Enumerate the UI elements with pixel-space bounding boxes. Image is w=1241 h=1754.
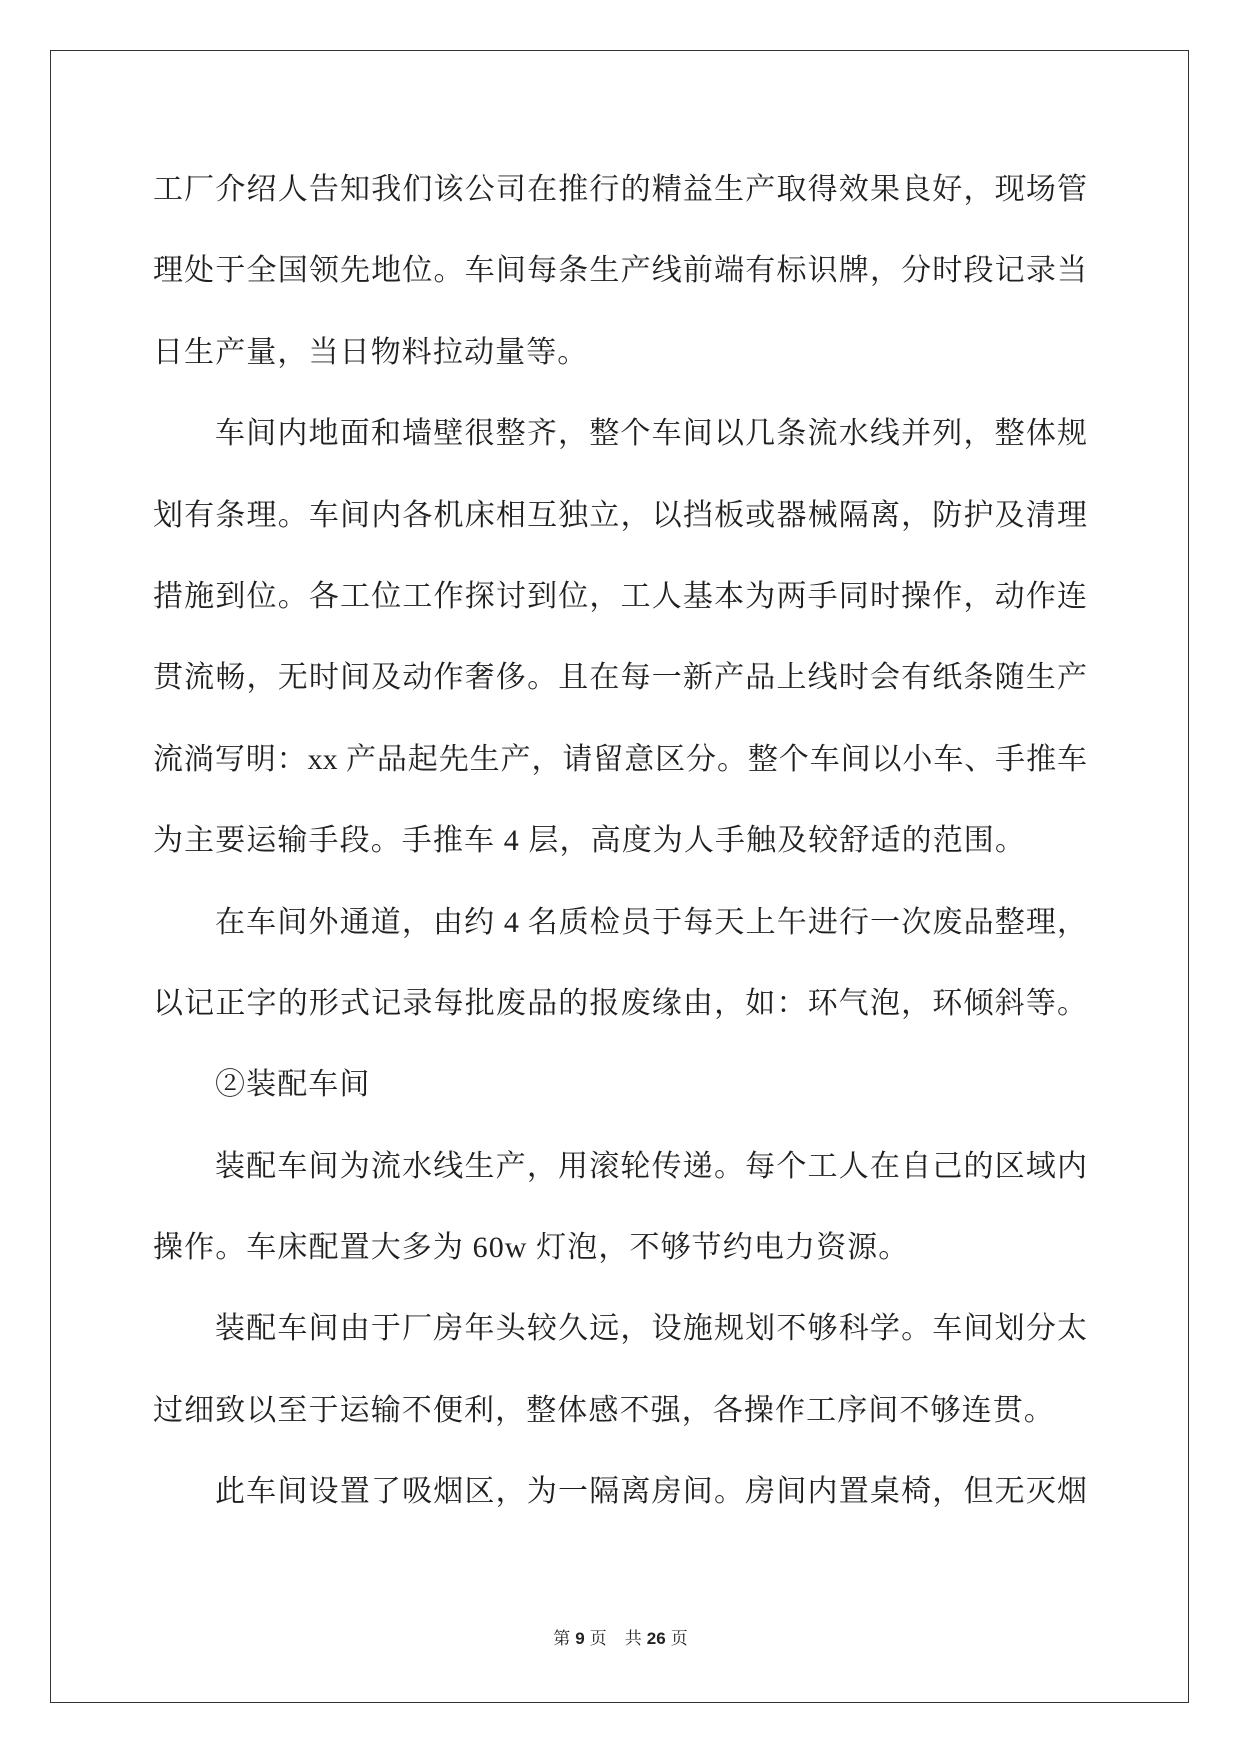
paragraph [153, 1288, 1087, 1451]
paragraph [153, 1451, 1087, 1532]
paragraph [153, 149, 1087, 393]
document-body [153, 149, 1087, 1533]
text-line: 日生产量，当日物料拉动量等。 [153, 335, 589, 369]
text-line: 在车间外通道，由约 4 名质检员于每天上午进行一次废品整理， [215, 905, 1087, 939]
current-page-number: 9 [575, 1629, 585, 1648]
paragraph [153, 1044, 1087, 1125]
text-line: 贯流畅，无时间及动作奢侈。且在每一新产品上线时会有纸条随生产 [153, 661, 1087, 695]
text-line: 流淌写明：xx 产品起先生产，请留意区分。整个车间以小车、手推车 [153, 742, 1087, 776]
page-footer [0, 1627, 1241, 1651]
footer-total-prefix: 共 [624, 1629, 642, 1648]
text-line: 车间内地面和墙壁很整齐，整个车间以几条流水线并列，整体规 [215, 417, 1087, 451]
text-line: 划有条理。车间内各机床相互独立，以挡板或器械隔离，防护及清理 [153, 498, 1087, 532]
footer-page-suffix: 页 [589, 1629, 607, 1648]
text-line: 工厂介绍人告知我们该公司在推行的精益生产取得效果良好，现场管 [153, 173, 1087, 206]
footer-page-prefix: 第 [553, 1629, 571, 1648]
paragraph [153, 1126, 1087, 1289]
text-line: 措施到位。各工位工作探讨到位，工人基本为两手同时操作，动作连 [153, 579, 1087, 613]
text-line: 操作。车床配置大多为 60w 灯泡，不够节约电力资源。 [153, 1231, 910, 1265]
text-line: 此车间设置了吸烟区，为一隔离房间。房间内置桌椅，但无灭烟 [215, 1475, 1087, 1509]
text-line: 为主要运输手段。手推车 4 层，高度为人手触及较舒适的范围。 [153, 824, 1026, 858]
text-line: 以记正字的形式记录每批废品的报废缘由，如：环气泡，环倾斜等。 [153, 986, 1087, 1020]
paragraph [153, 882, 1087, 1045]
text-line: 装配车间为流水线生产，用滚轮传递。每个工人在自己的区域内 [215, 1149, 1087, 1183]
total-pages-number: 26 [646, 1629, 666, 1648]
section-heading: ②装配车间 [215, 1068, 371, 1102]
footer-total-suffix: 页 [670, 1629, 688, 1648]
text-line: 理处于全国领先地位。车间每条生产线前端有标识牌，分时段记录当 [153, 254, 1087, 288]
paragraph [153, 393, 1087, 881]
text-line: 过细致以至于运输不便利，整体感不强，各操作工序间不够连贯。 [153, 1393, 1055, 1427]
text-line: 装配车间由于厂房年头较久远，设施规划不够科学。车间划分太 [215, 1312, 1087, 1346]
